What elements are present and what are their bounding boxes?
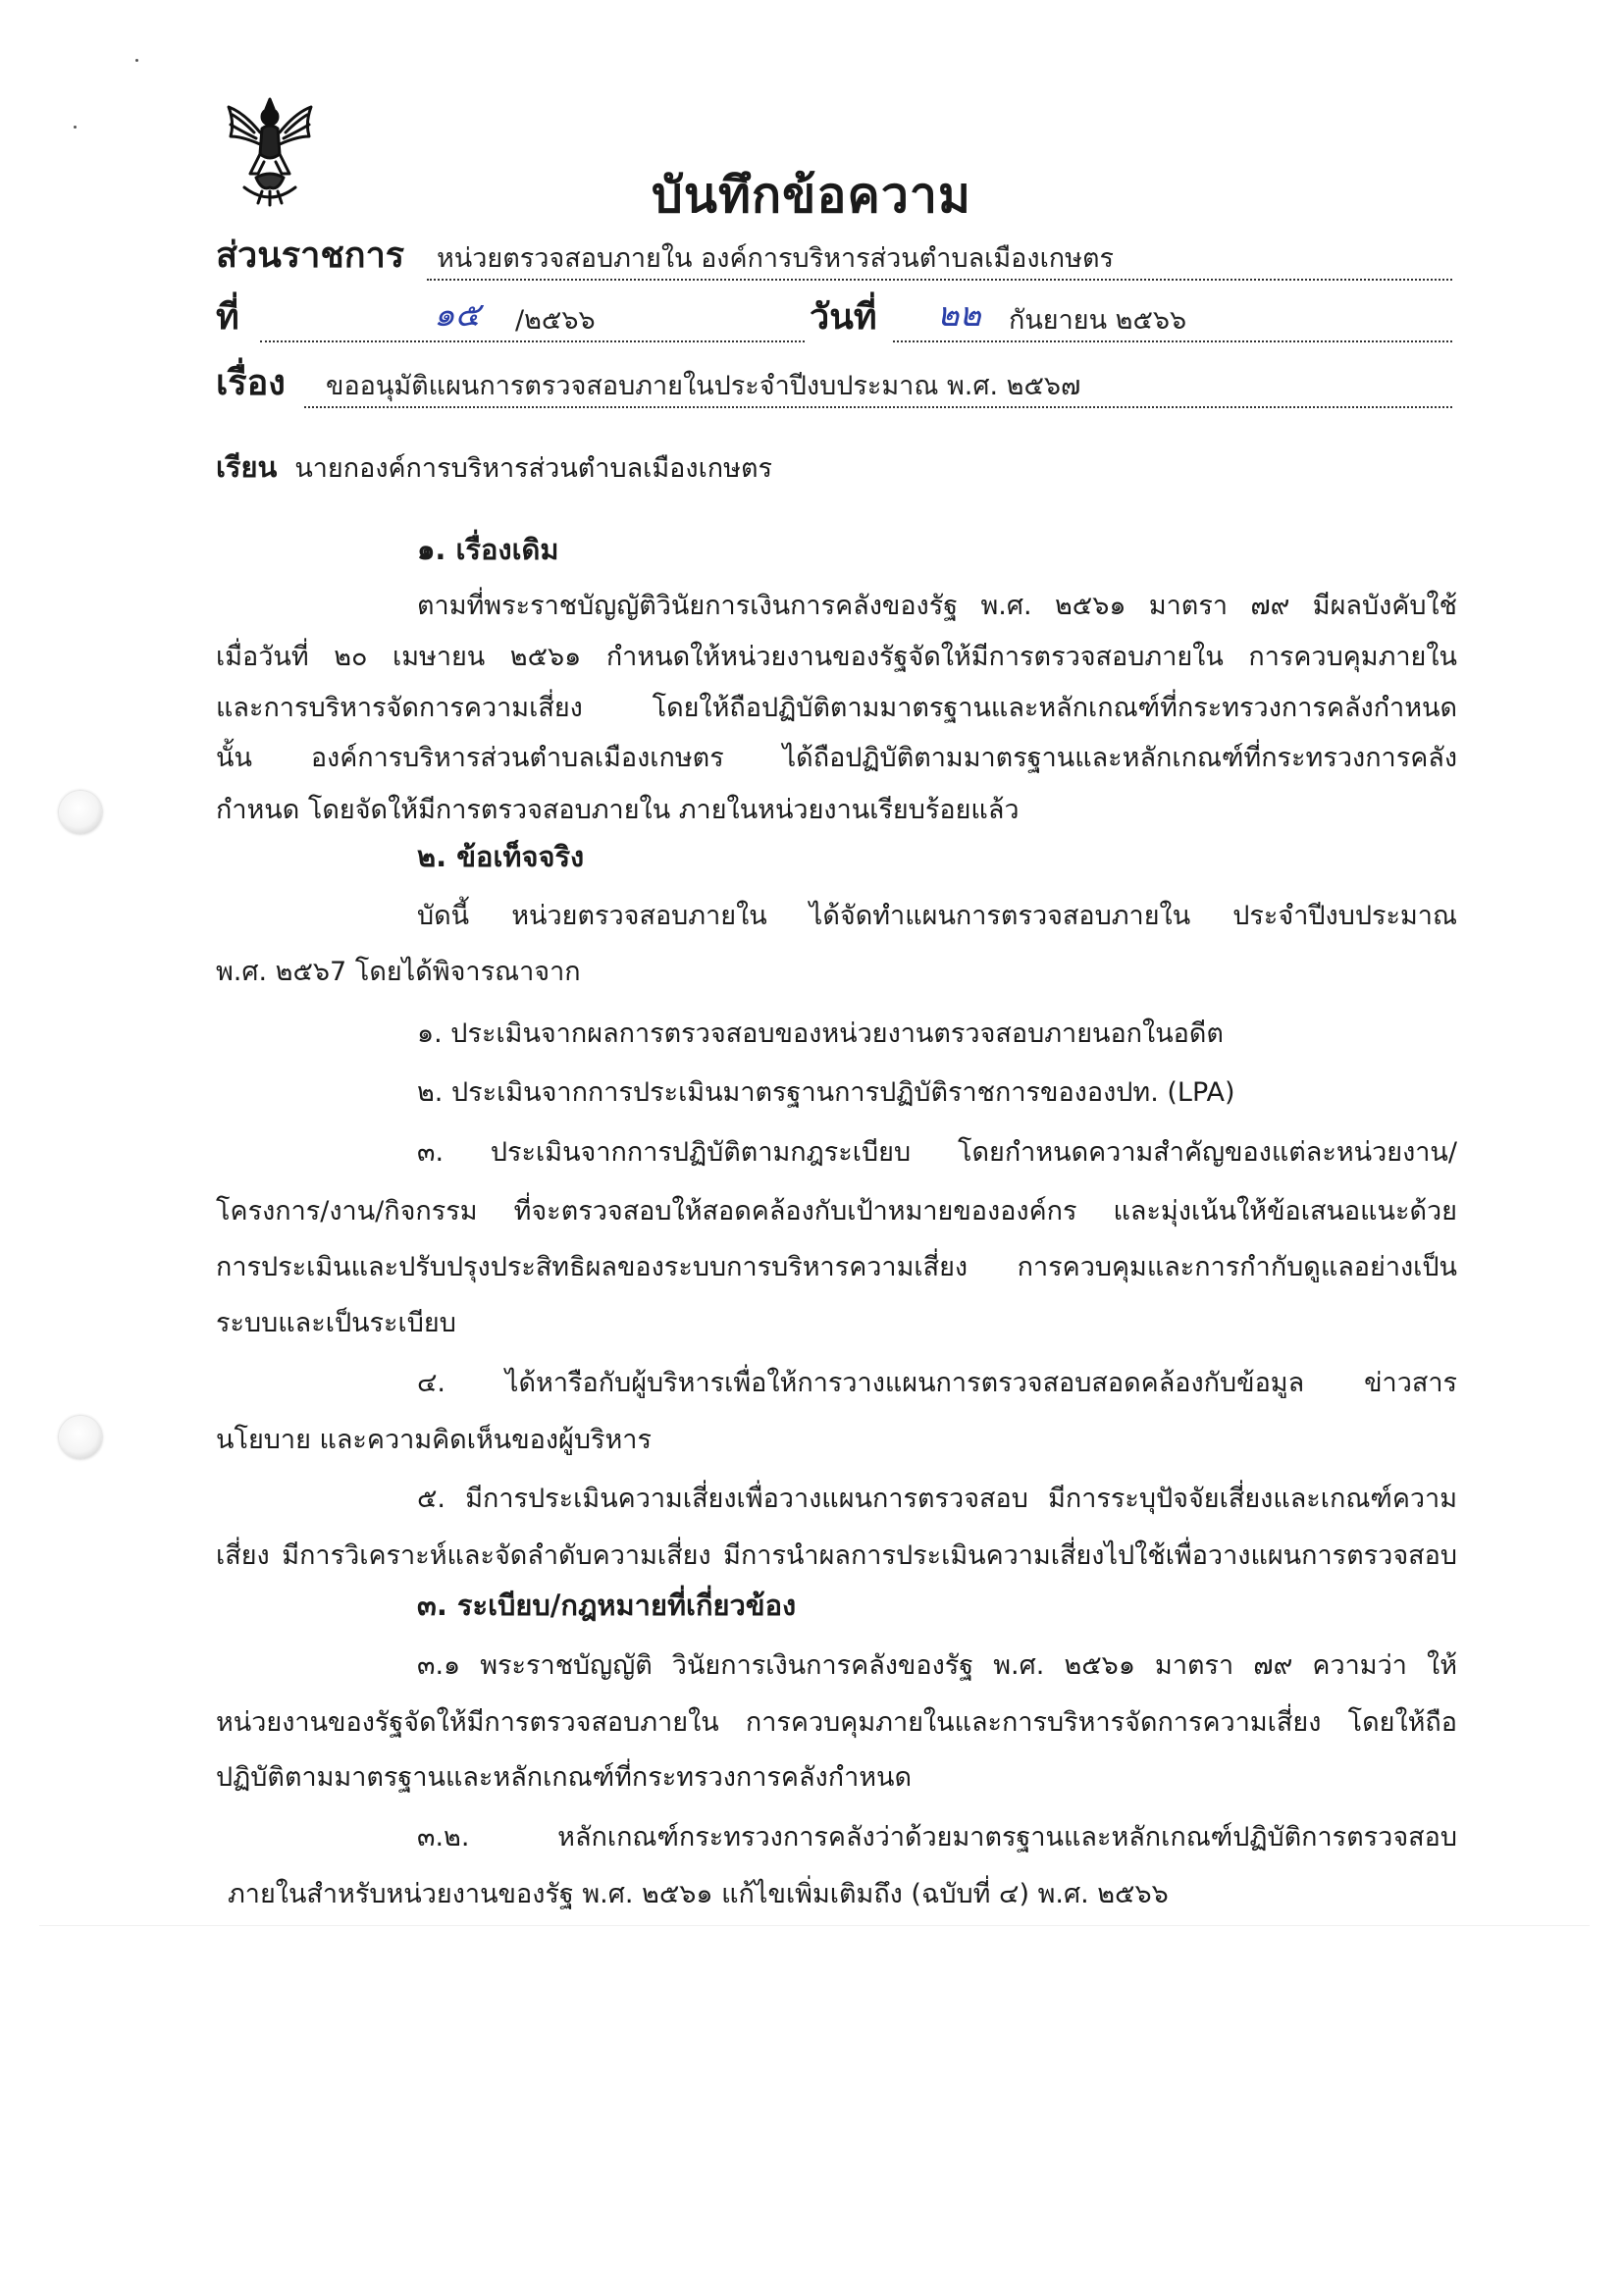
number-label: ที่ [216,297,239,338]
section-1-line: ตามที่พระราชบัญญัติวินัยการเงินการคลังของรัฐ พ.ศ. ๒๕๖๑ มาตรา ๗๙ มีผลบังคับใช้ [417,591,1457,621]
punch-hole-lower [59,1416,102,1459]
section-2-item-3-line: โครงการ/งาน/กิจกรรม ที่จะตรวจสอบให้สอดคล้องกับเป้าหมายขององค์กร และมุ่งเน้นให้ข้อเสนอแนะด้วย [216,1196,1457,1226]
section-2-item-4-line: นโยบาย และความคิดเห็นของผู้บริหาร [216,1425,652,1455]
date-dotted-line [893,340,1452,342]
section-2-item-3-line: ๓. ประเมินจากการปฏิบัติตามกฎระเบียบ โดยกำหนดความสำคัญของแต่ละหน่วยงาน/ [417,1137,1457,1168]
number-date-row [216,295,1452,348]
speck-mark [74,126,77,129]
number-dotted-line [260,340,805,342]
date-day-handwritten: ๒๒ [937,295,981,335]
department-value: หน่วยตรวจสอบภายใน องค์การบริหารส่วนตำบลเมืองเกษตร [437,243,1114,274]
department-row [216,237,1452,287]
section-2-heading: ๒. ข้อเท็จจริง [417,840,585,873]
number-suffix: /๒๕๖๖ [515,305,596,336]
section-1-line: กำหนด โดยจัดให้มีการตรวจสอบภายใน ภายในหน่วยงานเรียบร้อยแล้ว [216,795,1020,825]
subject-value: ขออนุมัติแผนการตรวจสอบภายในประจำปีงบประมาณ พ.ศ. ๒๕๖๗ [326,371,1081,401]
section-2-item-4-line: ๔. ได้หารือกับผู้บริหารเพื่อให้การวางแผนการตรวจสอบสอดคล้องกับข้อมูล ข่าวสาร [417,1368,1457,1398]
section-3-item-1-line: ปฏิบัติตามมาตรฐานและหลักเกณฑ์ที่กระทรวงการคลังกำหนด [216,1762,913,1793]
punch-hole-upper [59,791,102,834]
salutation [216,449,1457,487]
number-handwritten: ๑๕ [434,295,481,335]
section-3-item-1-line: ๓.๑ พระราชบัญญัติ วินัยการเงินการคลังของรัฐ พ.ศ. ๒๕๖๑ มาตรา ๗๙ ความว่า ให้ [417,1650,1457,1681]
section-3-heading: ๓. ระเบียบ/กฎหมายที่เกี่ยวข้อง [417,1589,797,1622]
section-2-item-5-line: เสี่ยง มีการวิเคราะห์และจัดลำดับความเสี่ยง มีการนำผลการประเมินความเสี่ยงไปใช้เพื่อวางแผนการตรวจสอบ [216,1540,1457,1571]
subject-dotted-line [304,406,1452,408]
section-2-item-1: ๑. ประเมินจากผลการตรวจสอบของหน่วยงานตรวจสอบภายนอกในอดีต [417,1018,1224,1049]
section-3-item-1-line: หน่วยงานของรัฐจัดให้มีการตรวจสอบภายใน การควบคุมภายในและการบริหารจัดการความเสี่ยง โดยให้ถือ [216,1707,1457,1738]
scan-edge-line [39,1925,1590,1926]
section-2-item-3-line: ระบบและเป็นระเบียบ [216,1308,456,1338]
subject-label: เรื่อง [216,363,286,403]
section-2-item-3-line: การประเมินและปรับปรุงประสิทธิผลของระบบการบริหารความเสี่ยง การควบคุมและการกำกับดูแลอย่างเป็น [216,1252,1457,1282]
section-3-item-2-line: ภายในสำหรับหน่วยงานของรัฐ พ.ศ. ๒๕๖๑ แก้ไขเพิ่มเติมถึง (ฉบับที่ ๔) พ.ศ. ๒๕๖๖ [228,1879,1169,1909]
section-2-line: บัดนี้ หน่วยตรวจสอบภายใน ได้จัดทำแผนการตรวจสอบภายใน ประจำปีงบประมาณ [417,901,1457,931]
salutation-value: นายกองค์การบริหารส่วนตำบลเมืองเกษตร [294,453,772,484]
section-2-line: พ.ศ. ๒๕๖7 โดยได้พิจารณาจาก [216,957,581,987]
document-title: บันทึกข้อความ [652,167,971,224]
section-1-heading: ๑. เรื่องเดิม [417,533,559,566]
section-1-line: เมื่อวันที่ ๒๐ เมษายน ๒๕๖๑ กำหนดให้หน่วยงานของรัฐจัดให้มีการตรวจสอบภายใน การควบคุมภายใน [216,642,1457,672]
section-1-line: นั้น องค์การบริหารส่วนตำบลเมืองเกษตร ได้ถือปฏิบัติตามมาตรฐานและหลักเกณฑ์ที่กระทรวงการคลัง [216,743,1457,773]
date-label: วันที่ [810,297,877,338]
section-1-line: และการบริหารจัดการความเสี่ยง โดยให้ถือปฏิบัติตามมาตรฐานและหลักเกณฑ์ที่กระทรวงการคลังกำหนด [216,693,1457,723]
section-2-item-5-line: ๕. มีการประเมินความเสี่ยงเพื่อวางแผนการตรวจสอบ มีการระบุปัจจัยเสี่ยงและเกณฑ์ความ [417,1484,1457,1514]
date-month-year: กันยายน ๒๕๖๖ [1009,305,1187,336]
section-2-item-2: ๒. ประเมินจากการประเมินมาตรฐานการปฏิบัติราชการขององปท. (LPA) [417,1077,1235,1108]
salutation-label: เรียน [216,450,278,484]
section-3-item-2-line: ๓.๒. หลักเกณฑ์กระทรวงการคลังว่าด้วยมาตรฐานและหลักเกณฑ์ปฏิบัติการตรวจสอบ [417,1822,1457,1852]
subject-row [216,365,1452,414]
department-dotted-line [427,279,1452,281]
speck-mark [135,59,138,62]
department-label: ส่วนราชการ [216,235,405,276]
